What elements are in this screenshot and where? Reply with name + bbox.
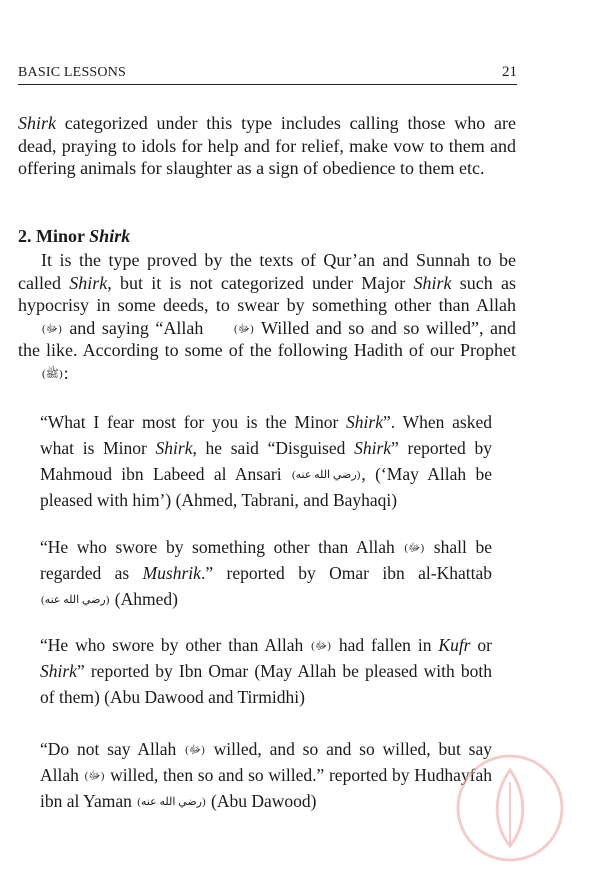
section-number: 2. xyxy=(18,226,36,246)
term-shirk: Shirk xyxy=(40,661,77,681)
companion-honorific-glyph: (رضي الله عنه) xyxy=(137,796,206,808)
paragraph-major-shirk-examples xyxy=(18,112,516,180)
term-shirk: Shirk xyxy=(413,272,452,293)
watermark-logo-icon xyxy=(450,748,570,868)
text-run: had fallen in xyxy=(331,635,439,655)
hadith-quote-2 xyxy=(40,534,492,612)
companion-honorific-glyph: (رضي الله عنه) xyxy=(41,594,110,606)
paragraph-minor-shirk-definition xyxy=(18,249,516,384)
text-run: “What I fear most for you is the Minor xyxy=(40,412,347,432)
allah-honorific-glyph: (ﷻ) xyxy=(185,744,205,756)
header-title: BASIC LESSONS xyxy=(18,65,127,80)
allah-honorific-glyph: (ﷻ) xyxy=(42,322,62,335)
term-shirk: Shirk xyxy=(69,272,108,293)
term-shirk: Shirk xyxy=(346,412,383,432)
term-shirk: Shirk xyxy=(155,438,193,458)
running-header xyxy=(18,62,517,85)
text-run: ” reported by Ibn Omar (May Allah be pleased with both of them) (Abu Dawood and Tirmidhi) xyxy=(40,661,492,707)
text-run: ” reported by Mahmoud ibn Labeed al Ansari xyxy=(40,438,492,484)
text-run: categorized under this type includes calling those who are dead, praying to idols for help and for relief, make vow to them and offering animals for slaughter as a sign of obedience to them etc. xyxy=(18,113,516,178)
hadith-quote-1 xyxy=(40,409,492,513)
text-run: , (‘May Allah be pleased with him’) (Ahmed, Tabrani, and Bayhaqi) xyxy=(40,464,492,510)
text-run: .” reported by Omar ibn al-Khattab xyxy=(200,563,492,583)
text-run: “He who swore by other than Allah xyxy=(40,635,311,655)
text-run: ”. When asked what is Minor xyxy=(40,412,492,458)
text-run: (Ahmed) xyxy=(110,589,178,609)
allah-honorific-glyph: (ﷻ) xyxy=(84,770,105,782)
text-run: such as hypocrisy in some deeds, to swear by something other than Allah xyxy=(18,272,516,315)
hadith-quote-3 xyxy=(40,632,492,710)
text-run: , he said “Disguised xyxy=(192,438,355,458)
text-run: It is the type proved by the texts of Qur’an and Sunnah to be called xyxy=(18,250,516,293)
allah-honorific-glyph: (ﷻ) xyxy=(311,640,331,652)
text-run: (Abu Dawood) xyxy=(206,791,317,811)
companion-honorific-glyph: (رضي الله عنه) xyxy=(291,469,361,481)
text-run: willed, and so and so willed, but say Allah xyxy=(40,739,492,785)
text-run: willed, then so and so willed.” reported by Hudhayfah ibn al Yaman xyxy=(40,765,492,811)
section-title-minor: Minor xyxy=(36,226,90,246)
text-run: : xyxy=(63,362,69,383)
allah-honorific-glyph: (ﷻ) xyxy=(233,322,254,335)
hadith-quote-4 xyxy=(40,736,492,814)
text-run: Willed and so and so willed”, and the like. According to some of the following Hadith of our Prophet xyxy=(18,317,516,360)
text-run: or xyxy=(470,635,493,655)
text-run: and saying “Allah xyxy=(62,317,210,338)
term-shirk: Shirk xyxy=(18,113,56,133)
section-heading xyxy=(18,226,130,247)
text-run: “He who swore by something other than Allah xyxy=(40,537,404,557)
allah-honorific-glyph: (ﷻ) xyxy=(404,542,425,554)
prophet-honorific-glyph: (ﷺ) xyxy=(42,367,63,380)
text-run: “Do not say Allah xyxy=(40,739,185,759)
text-run: shall be regarded as xyxy=(40,537,492,583)
term-shirk: Shirk xyxy=(354,438,392,458)
text-run: , but it is not categorized under Major xyxy=(107,272,414,293)
section-title-shirk: Shirk xyxy=(89,226,131,246)
term-mushrik: Mushrik xyxy=(142,563,201,583)
term-kufr: Kufr xyxy=(438,635,471,655)
page-number: 21 xyxy=(502,64,517,80)
